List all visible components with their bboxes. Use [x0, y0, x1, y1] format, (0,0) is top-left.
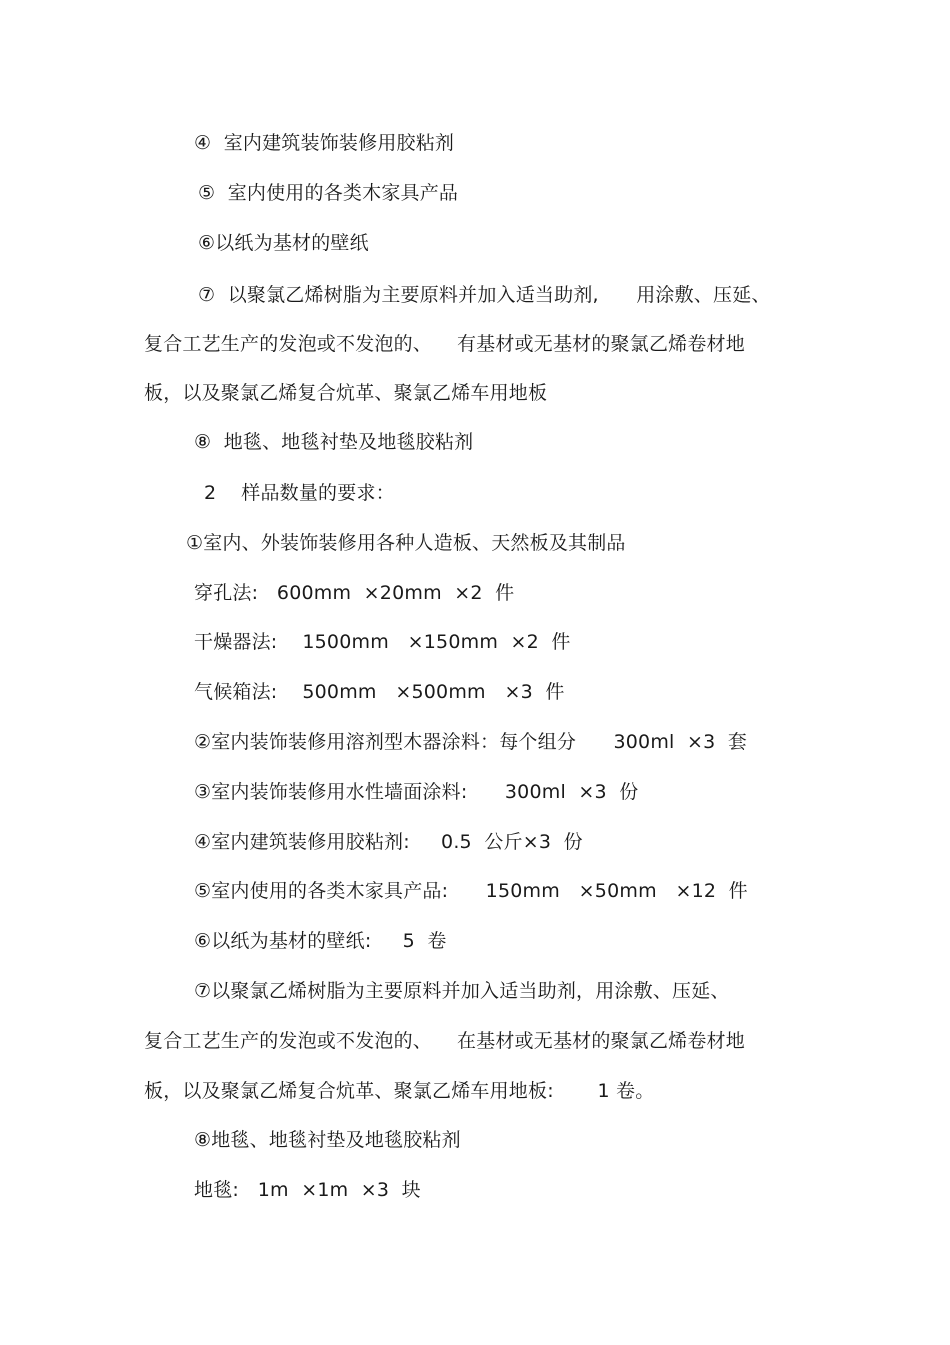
text-line: 气候箱法: 500mm ×500mm ×3 件	[194, 681, 565, 703]
text-line: ④室内建筑装修用胶粘剂: 0.5 公斤×3 份	[194, 831, 583, 853]
text-line: ④ 室内建筑装饰装修用胶粘剂	[194, 132, 455, 154]
text-line: ⑦以聚氯乙烯树脂为主要原料并加入适当助剂，用涂敷、压延、	[194, 980, 730, 1002]
section-heading: 2 样品数量的要求：	[204, 482, 395, 504]
text-line: 板，以及聚氯乙烯复合炕革、聚氯乙烯车用地板: 1 卷。	[144, 1080, 655, 1102]
text-line: 地毯: 1m ×1m ×3 块	[194, 1179, 421, 1201]
text-line: ⑥以纸为基材的壁纸	[198, 232, 369, 254]
text-line: ①室内、外装饰装修用各种人造板、天然板及其制品	[186, 532, 626, 554]
text-line: ⑤ 室内使用的各类木家具产品	[198, 182, 459, 204]
text-line: ⑦ 以聚氯乙烯树脂为主要原料并加入适当助剂, 用涂敷、压延、	[198, 284, 771, 306]
text-line: 板，以及聚氯乙烯复合炕革、聚氯乙烯车用地板	[144, 382, 548, 404]
text-line: 复合工艺生产的发泡或不发泡的、 有基材或无基材的聚氯乙烯卷材地	[144, 333, 745, 355]
text-line: ⑥以纸为基材的壁纸: 5 卷	[194, 930, 447, 952]
text-line: ③室内装饰装修用水性墙面涂料: 300ml ×3 份	[194, 781, 639, 803]
text-line: 复合工艺生产的发泡或不发泡的、 在基材或无基材的聚氯乙烯卷材地	[144, 1030, 745, 1052]
text-line: ②室内装饰装修用溶剂型木器涂料：每个组分 300ml ×3 套	[194, 731, 748, 753]
text-line: ⑤室内使用的各类木家具产品: 150mm ×50mm ×12 件	[194, 880, 748, 902]
text-line: ⑧ 地毯、地毯衬垫及地毯胶粘剂	[194, 431, 474, 453]
text-line: ⑧地毯、地毯衬垫及地毯胶粘剂	[194, 1129, 461, 1151]
text-line: 干燥器法: 1500mm ×150mm ×2 件	[194, 631, 571, 653]
text-line: 穿孔法: 600mm ×20mm ×2 件	[194, 582, 515, 604]
